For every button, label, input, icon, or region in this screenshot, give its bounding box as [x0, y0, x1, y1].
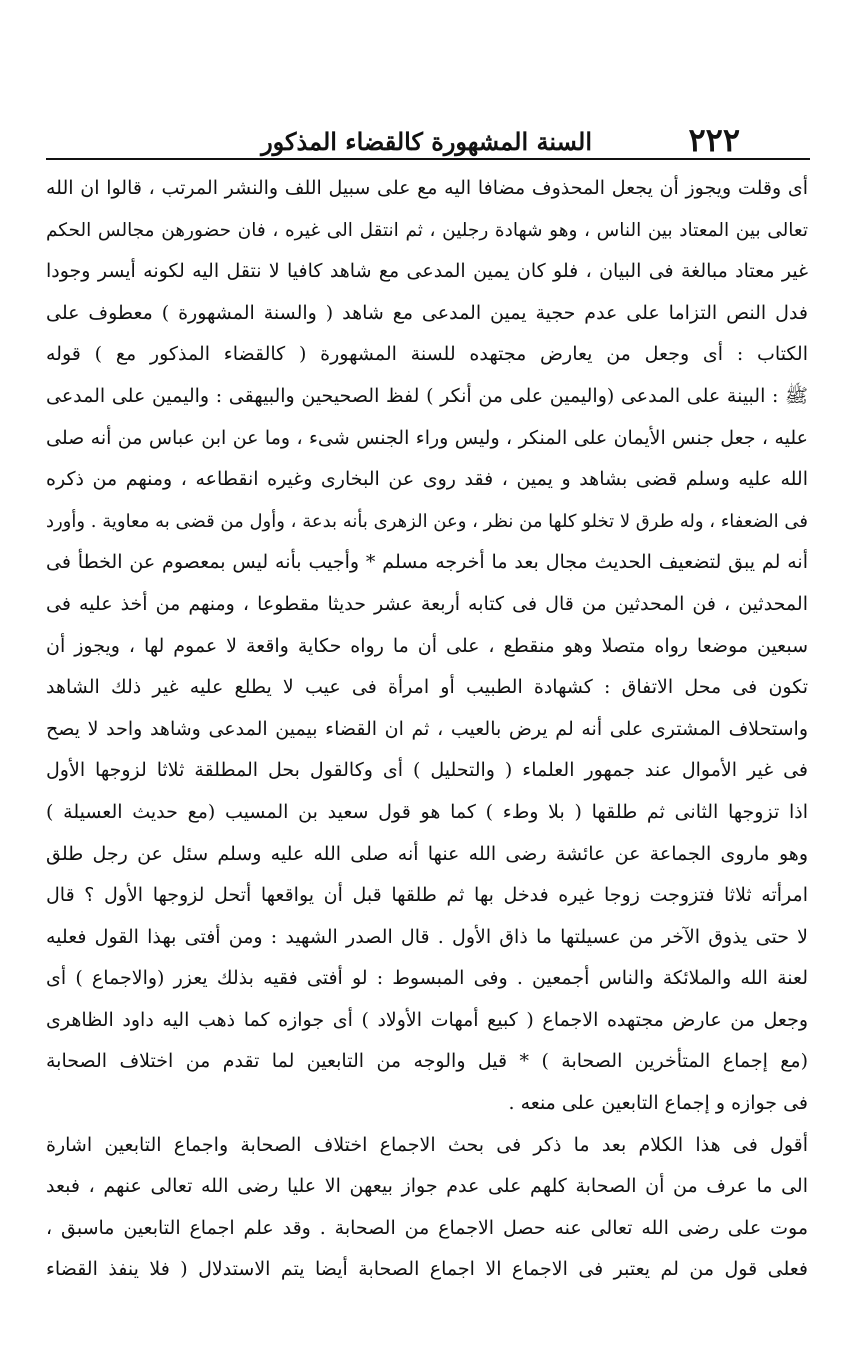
text-line: سبعين موضعا رواه متصلا وهو منقطع ، على أن ما رواه حكاية واقعة لا عموم لها ، ويجوز أن — [46, 634, 808, 657]
text-line: الى ما عرف من أن الصحابة كلهم على عدم جواز بيعهن الا عليا رضى الله تعالى عنهم ، فبعد — [46, 1175, 808, 1198]
text-line: أنه لم يبق لتضعيف الحديث مجال بعد ما أخرجه مسلم * وأجيب بأنه ليس بمعصوم عن الخطأ فى — [46, 551, 808, 574]
page-number: ٢٢٢ — [688, 121, 740, 159]
text-line: تعالى بين المعتاد بين الناس ، وهو شهادة رجلين ، ثم انتقل الى غيره ، فان حضورهن مجالس الحكم — [46, 219, 808, 241]
text-line: لا حتى يذوق الآخر من عسيلتها ما ذاق الأول . قال الصدر الشهيد : ومن أفتى بهذا القول فعليه — [46, 925, 808, 948]
text-line: المحدثين ، فن المحدثين من قال فى كتابه أربعة عشر حديثا مقطوعا ، ومنهم من أخذ عليه فى — [46, 592, 808, 615]
text-line: ﷺ : البينة على المدعى (واليمين على من أنكر ) لفظ الصحيحين والبيهقى : واليمين على المدعى — [46, 384, 808, 407]
text-line: الله عليه وسلم قضى بشاهد و يمين ، فقد روى عن البخارى وغيره انقطاعه ، ومنهم من ذكره — [46, 468, 808, 491]
text-line: واستحلاف المشترى على أنه لم يرض بالعيب ، ثم ان القضاء بيمين المدعى وشاهد واحد لا يصح — [46, 717, 808, 740]
text-line: اذا تزوجها الثانى ثم طلقها ( بلا وطء ) كما هو قول سعيد بن المسيب (مع حديث العسيلة ) — [46, 800, 808, 823]
text-line: عليه ، جعل جنس الأيمان على المنكر ، وليس وراء الجنس شىء ، وما عن ابن عباس من أنه صلى — [46, 426, 808, 449]
text-line: لعنة الله والملائكة والناس أجمعين . وفى المبسوط : لو أفتى فقيه بذلك يعزر (والاجماع ) أى — [46, 967, 808, 990]
text-line: فى جوازه و إجماع التابعين على منعه . — [508, 1092, 808, 1115]
page-header — [46, 112, 810, 162]
text-line: موت على رضى الله تعالى عنه حصل الاجماع من الصحابة . وقد علم اجماع التابعين ماسبق ، — [46, 1216, 808, 1239]
text-line: أى وقلت ويجوز أن يجعل المحذوف مضافا اليه مع على سبيل اللف والنشر المرتب ، قالوا ان الله — [46, 177, 808, 199]
text-line: امرأته ثلاثا فتزوجت زوجا غيره فدخل بها ثم طلقها قبل أن يواقعها أتحل لزوجها الأول ؟ قال — [46, 884, 808, 907]
text-line: تكون فى محل الاتفاق : كشهادة الطبيب أو امرأة فى عيب لا يطلع عليه غير ذلك الشاهد — [46, 676, 808, 699]
text-line: (مع إجماع المتأخرين الصحابة ) * قيل والوجه من التابعين لما تقدم من اختلاف الصحابة — [46, 1050, 808, 1073]
body-text — [46, 168, 808, 1291]
text-line: فى الضعفاء ، وله طرق لا تخلو كلها من نظر ، وعن الزهرى بأنه بدعة ، وأول من قضى به معاوية . وأورد — [46, 510, 808, 532]
text-line: وهو ماروى الجماعة عن عائشة رضى الله عنها أنه صلى الله عليه وسلم سئل عن رجل طلق — [46, 842, 808, 865]
text-line: فى غير الأموال عند جمهور العلماء ( والتحليل ) أى وكالقول بحل المطلقة ثلاثا لزوجها الأول — [46, 759, 808, 782]
header-rule — [46, 158, 810, 160]
text-line: غير معتاد مبالغة فى البيان ، فلو كان يمين المدعى مع شاهد كافيا لا نتقل اليه لكونه أيسر وجودا — [46, 260, 808, 283]
text-line: وجعل من عارض مجتهده الاجماع ( كبيع أمهات الأولاد ) أى جوازه كما ذهب اليه داود الظاهرى — [46, 1008, 808, 1031]
text-line: الكتاب : أى وجعل من يعارض مجتهده للسنة المشهورة ( كالقضاء المذكور مع ) قوله — [46, 343, 808, 366]
text-line: فدل النص التزاما على عدم حجية يمين المدعى مع شاهد ( والسنة المشهورة ) معطوف على — [46, 301, 808, 324]
text-line: فعلى قول من لم يعتبر فى الاجماع الا اجماع الصحابة أيضا يتم الاستدلال ( فلا ينفذ القضاء — [46, 1258, 808, 1281]
running-title: السنة المشهورة كالقضاء المذكور — [261, 127, 592, 156]
text-line: أقول فى هذا الكلام بعد ما ذكر فى بحث الاجماع اختلاف الصحابة واجماع التابعين اشارة — [46, 1133, 808, 1156]
